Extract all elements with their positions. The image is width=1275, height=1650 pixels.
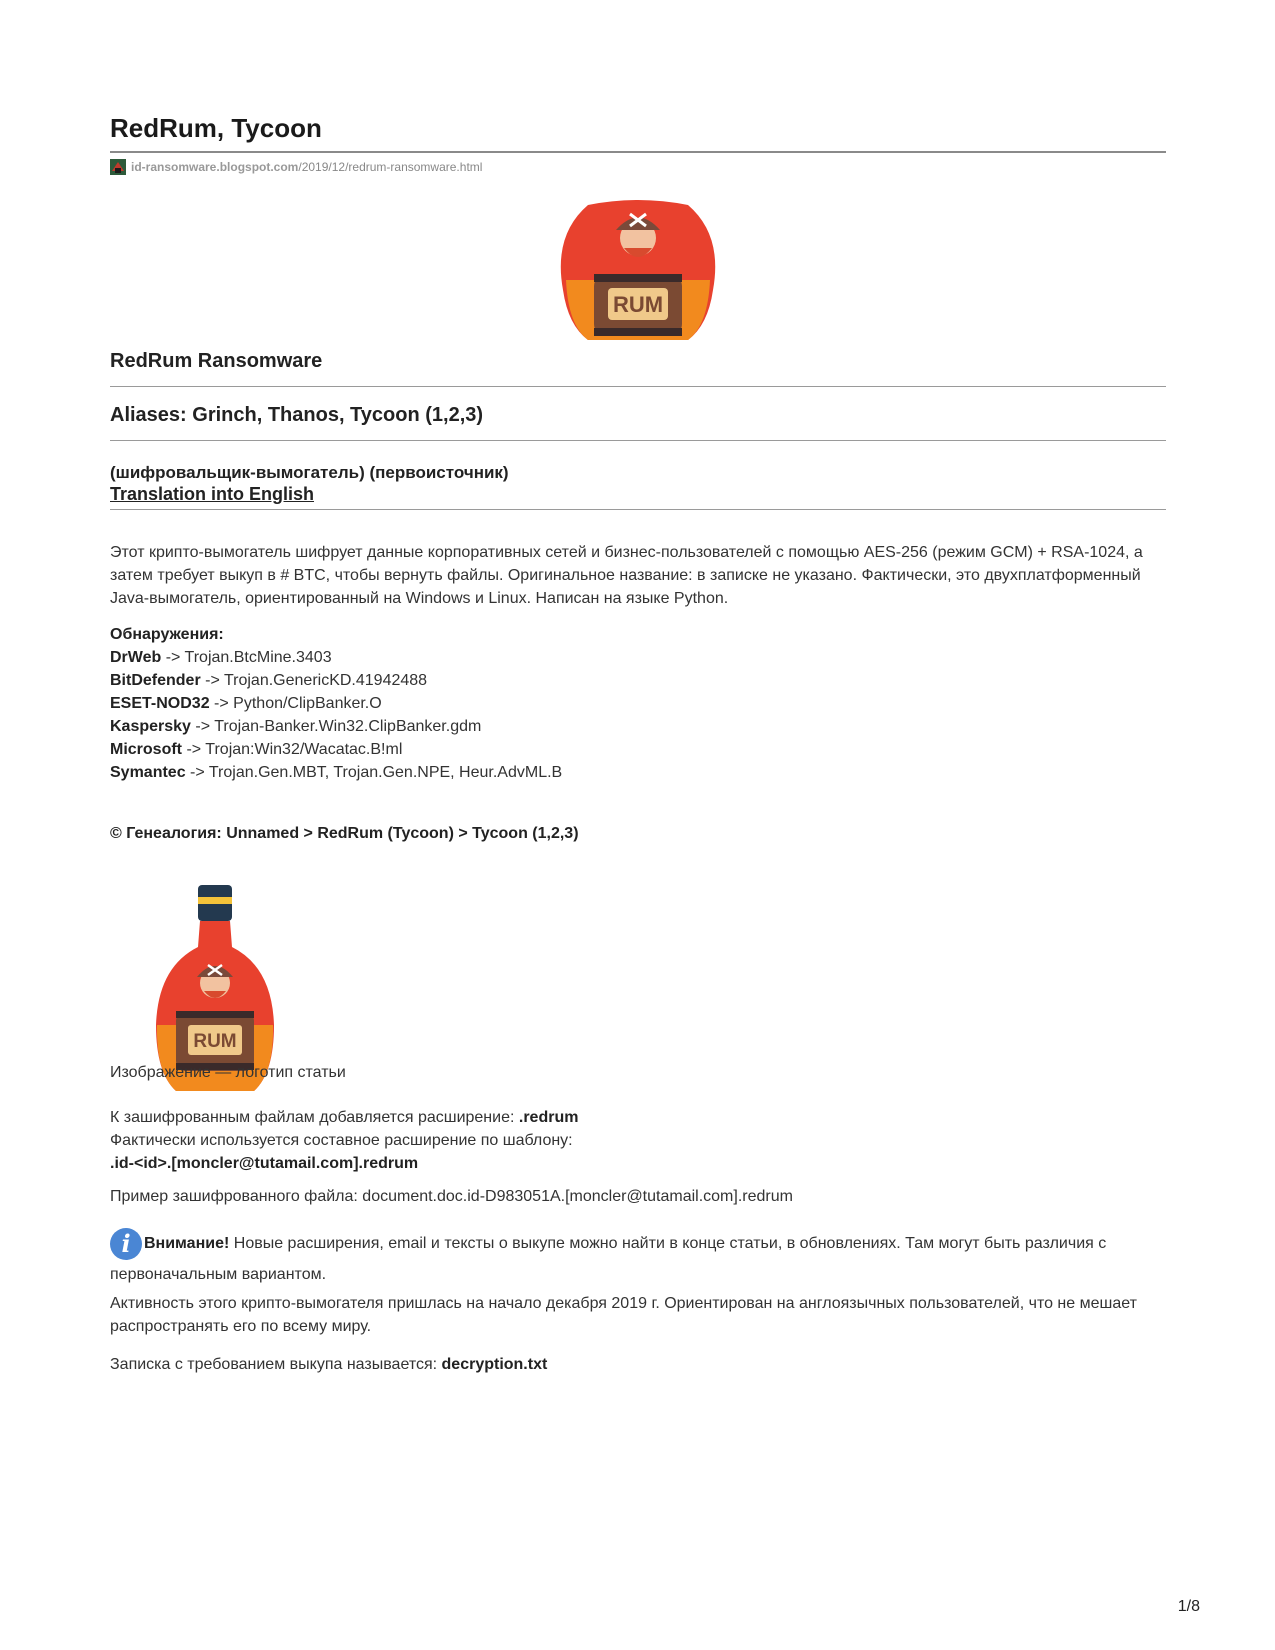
image-caption: Изображение — логотип статьи: [110, 1064, 346, 1081]
detection-arrow: ->: [190, 764, 205, 781]
warning-label: Внимание!: [144, 1235, 230, 1253]
compound-value: .id-<id>.[moncler@tutamail.com].redrum: [110, 1155, 419, 1172]
section-divider: [110, 386, 1166, 387]
detection-row: [110, 646, 562, 669]
page-title: RedRum, Tycoon: [110, 113, 322, 143]
detection-arrow: ->: [165, 649, 181, 666]
detection-vendor: Microsoft: [110, 741, 182, 758]
detection-result: Trojan:Win32/Wacatac.B!ml: [205, 741, 403, 758]
translation-link[interactable]: Translation into English: [110, 484, 315, 504]
detection-vendor: BitDefender: [110, 672, 201, 689]
ransom-note-line: [110, 1353, 1166, 1376]
info-icon: i: [110, 1228, 142, 1260]
example-file: Пример зашифрованного файла: document.doc.id-D983051A.[moncler@tutamail.com].redrum: [110, 1188, 793, 1205]
hero-rum-label: RUM: [612, 292, 664, 317]
section-divider: [110, 509, 1166, 510]
detection-arrow: ->: [195, 718, 211, 735]
warning-paragraph: [110, 1228, 1166, 1289]
intro-paragraph: Этот крипто-вымогатель шифрует данные корпоративных сетей и бизнес-пользователей с помощью AES-256 (режим GCM) + RSA-1024, а затем требует выкуп в # BTC, чтобы вернуть файлы. Оригинальное название: в записке не указано. Фактически, это двухплатформенный Java-вымогатель, ориентированный на Windows и Linux. Написан на языке Python.: [110, 544, 1143, 607]
detection-arrow: ->: [186, 741, 202, 758]
detections-list: [110, 646, 562, 784]
aliases-heading: Aliases: Grinch, Thanos, Tycoon (1,2,3): [110, 404, 484, 426]
warning-text: Новые расширения, email и тексты о выкупе можно найти в конце статьи, в обновлениях. Там могут быть различия с первоначальным вариантом.: [110, 1235, 1107, 1283]
detection-result: Trojan.GenericKD.41942488: [223, 672, 428, 689]
site-favicon-icon: [110, 159, 126, 175]
extension-value: .redrum: [518, 1109, 579, 1126]
detection-row: [110, 715, 562, 738]
note-value: decryption.txt: [441, 1356, 548, 1373]
detections-title: Обнаружения:: [110, 626, 224, 643]
section-divider: [110, 440, 1166, 441]
rum-bottle-logo-icon: [558, 200, 718, 345]
category-heading: (шифровальщик-вымогатель) (первоисточник): [110, 463, 509, 482]
source-url[interactable]: [110, 159, 482, 175]
detection-result: Trojan.Gen.MBT, Trojan.Gen.NPE, Heur.AdvML.B: [208, 764, 563, 781]
title-divider: [110, 151, 1166, 153]
detection-result: Python/ClipBanker.O: [233, 695, 382, 712]
bottle-rum-label: RUM: [193, 1031, 237, 1052]
section-name-heading: RedRum Ransomware: [110, 350, 323, 372]
detection-row: [110, 761, 562, 784]
compound-label: Фактически используется составное расширение по шаблону:: [110, 1132, 573, 1149]
source-host: id-ransomware.blogspot.com: [131, 160, 299, 174]
detection-vendor: Symantec: [110, 764, 186, 781]
detection-vendor: DrWeb: [110, 649, 162, 666]
page-number: 1/8: [1177, 1598, 1200, 1615]
detection-result: Trojan-Banker.Win32.ClipBanker.gdm: [214, 718, 482, 735]
detection-result: Trojan.BtcMine.3403: [184, 649, 332, 666]
activity-paragraph: Активность этого крипто-вымогателя пришлась на начало декабря 2019 г. Ориентирован на англоязычных пользователей, что не мешает распространять его по всему миру.: [110, 1295, 1137, 1335]
detection-row: [110, 692, 562, 715]
extension-block: [110, 1106, 1166, 1175]
detection-row: [110, 669, 562, 692]
source-path: /2019/12/redrum-ransomware.html: [298, 160, 483, 174]
genealogy-line: © Генеалогия: Unnamed > RedRum (Tycoon) > Tycoon (1,2,3): [110, 825, 579, 842]
detection-vendor: ESET-NOD32: [110, 695, 210, 712]
note-label: Записка с требованием выкупа называется:: [110, 1356, 442, 1373]
detection-vendor: Kaspersky: [110, 718, 191, 735]
detection-row: [110, 738, 562, 761]
extension-label: К зашифрованным файлам добавляется расширение:: [110, 1109, 519, 1126]
detection-arrow: ->: [205, 672, 220, 689]
detection-arrow: ->: [214, 695, 229, 712]
